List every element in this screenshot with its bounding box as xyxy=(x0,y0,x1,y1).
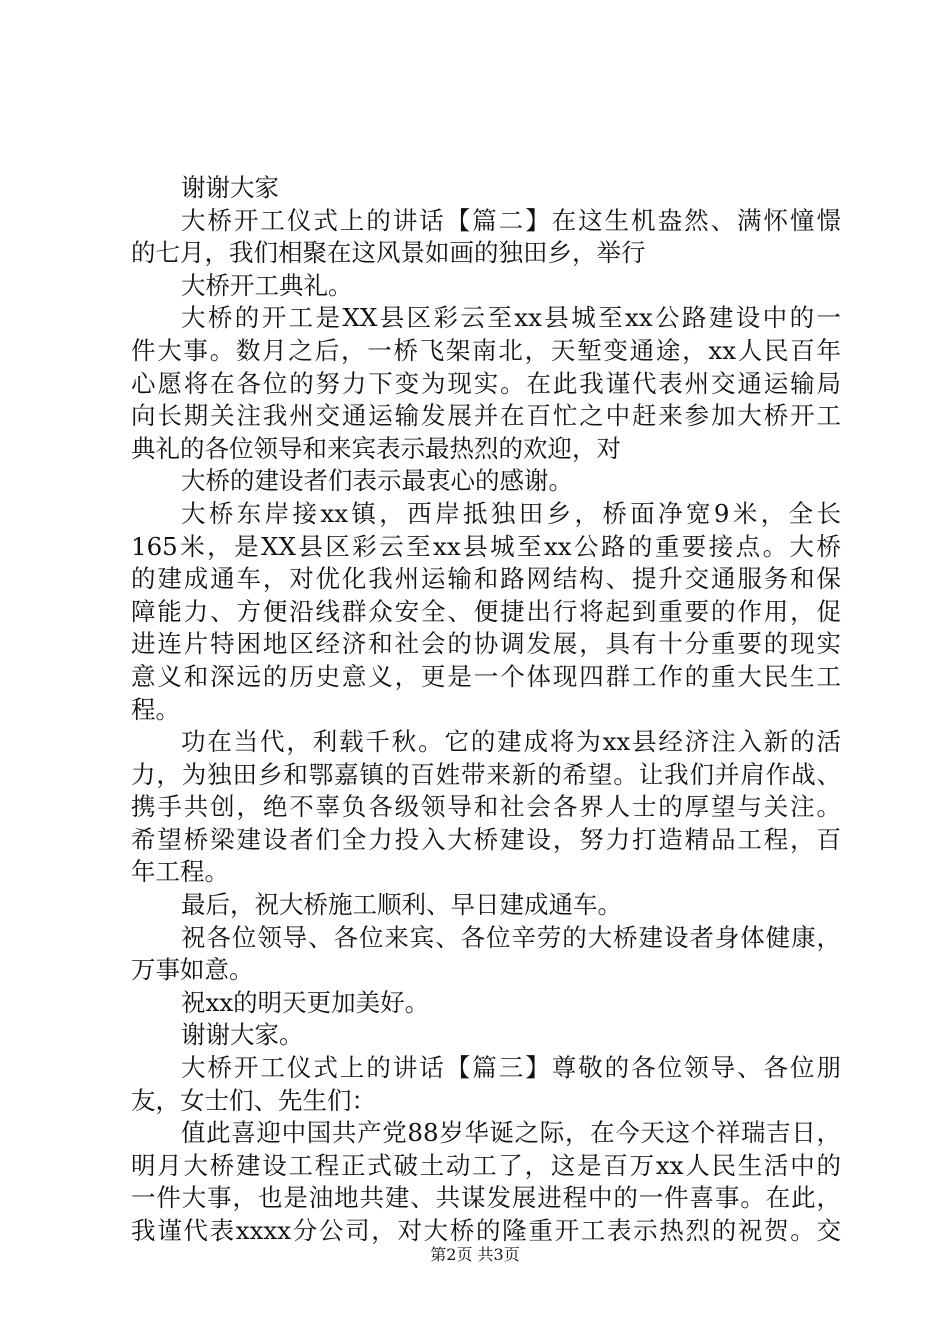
text-line: 谢谢大家 xyxy=(181,173,279,202)
text-line: 值此喜迎中国共产党88岁华诞之际，在今天这个祥瑞吉日， xyxy=(181,1118,841,1148)
text-line: 大桥的开工是XX县区彩云至xx县城至xx公路建设中的一 xyxy=(181,303,841,333)
text-line: 我谨代表xxxx分公司，对大桥的隆重开工表示热烈的祝贺。交 xyxy=(131,1216,841,1245)
text-line: 的七月，我们相聚在这风景如画的独田乡，举行 xyxy=(131,238,646,268)
text-line: 年工程。 xyxy=(131,857,229,887)
text-line: 谢谢大家。 xyxy=(181,1020,304,1050)
text-line: 友，女士们、先生们： xyxy=(131,1085,376,1115)
text-line: 大桥东岸接xx镇，西岸抵独田乡，桥面净宽9米，全长 xyxy=(181,498,841,528)
text-line: 心愿将在各位的努力下变为现实。在此我谨代表州交通运输局 xyxy=(131,368,841,398)
text-line: 祝xx的明天更加美好。 xyxy=(181,987,430,1017)
body-text xyxy=(131,172,841,1248)
text-line: 165米，是XX县区彩云至xx县城至xx公路的重要接点。大桥 xyxy=(131,531,841,561)
text-line: 大桥开工仪式上的讲话【篇三】尊敬的各位领导、各位朋 xyxy=(181,1053,841,1083)
page-number-footer: 第2页 共3页 xyxy=(430,1245,520,1264)
text-line: 最后，祝大桥施工顺利、早日建成通车。 xyxy=(181,890,622,920)
text-line: 向长期关注我州交通运输发展并在百忙之中赶来参加大桥开工 xyxy=(131,401,841,431)
text-line: 力，为独田乡和鄂嘉镇的百姓带来新的希望。让我们并肩作战、 xyxy=(131,759,841,789)
text-line: 明月大桥建设工程正式破土动工了，这是百万xx人民生活中的 xyxy=(131,1150,841,1180)
text-line: 希望桥梁建设者们全力投入大桥建设，努力打造精品工程，百 xyxy=(131,824,841,854)
text-line: 程。 xyxy=(131,694,180,724)
text-line: 件大事。数月之后，一桥飞架南北，天堑变通途，xx人民百年 xyxy=(131,335,841,365)
text-line: 典礼的各位领导和来宾表示最热烈的欢迎，对 xyxy=(131,433,621,463)
text-line: 障能力、方便沿线群众安全、便捷出行将起到重要的作用，促 xyxy=(131,596,841,626)
text-line: 的建成通车，对优化我州运输和路网结构、提升交通服务和保 xyxy=(131,564,841,594)
text-line: 意义和深远的历史意义，更是一个体现四群工作的重大民生工 xyxy=(131,661,841,691)
text-line: 大桥的建设者们表示最衷心的感谢。 xyxy=(181,466,573,496)
text-line: 祝各位领导、各位来宾、各位辛劳的大桥建设者身体健康， xyxy=(181,922,841,952)
text-line: 携手共创，绝不辜负各级领导和社会各界人士的厚望与关注。 xyxy=(131,792,841,822)
text-line: 大桥开工典礼。 xyxy=(181,270,353,300)
text-line: 大桥开工仪式上的讲话【篇二】在这生机盎然、满怀憧憬 xyxy=(181,205,841,235)
text-line: 进连片特困地区经济和社会的协调发展，具有十分重要的现实 xyxy=(131,629,841,659)
text-line: 万事如意。 xyxy=(131,955,254,985)
text-line: 功在当代，利载千秋。它的建成将为xx县经济注入新的活 xyxy=(181,727,841,757)
text-line: 一件大事，也是油地共建、共谋发展进程中的一件喜事。在此， xyxy=(131,1183,841,1213)
